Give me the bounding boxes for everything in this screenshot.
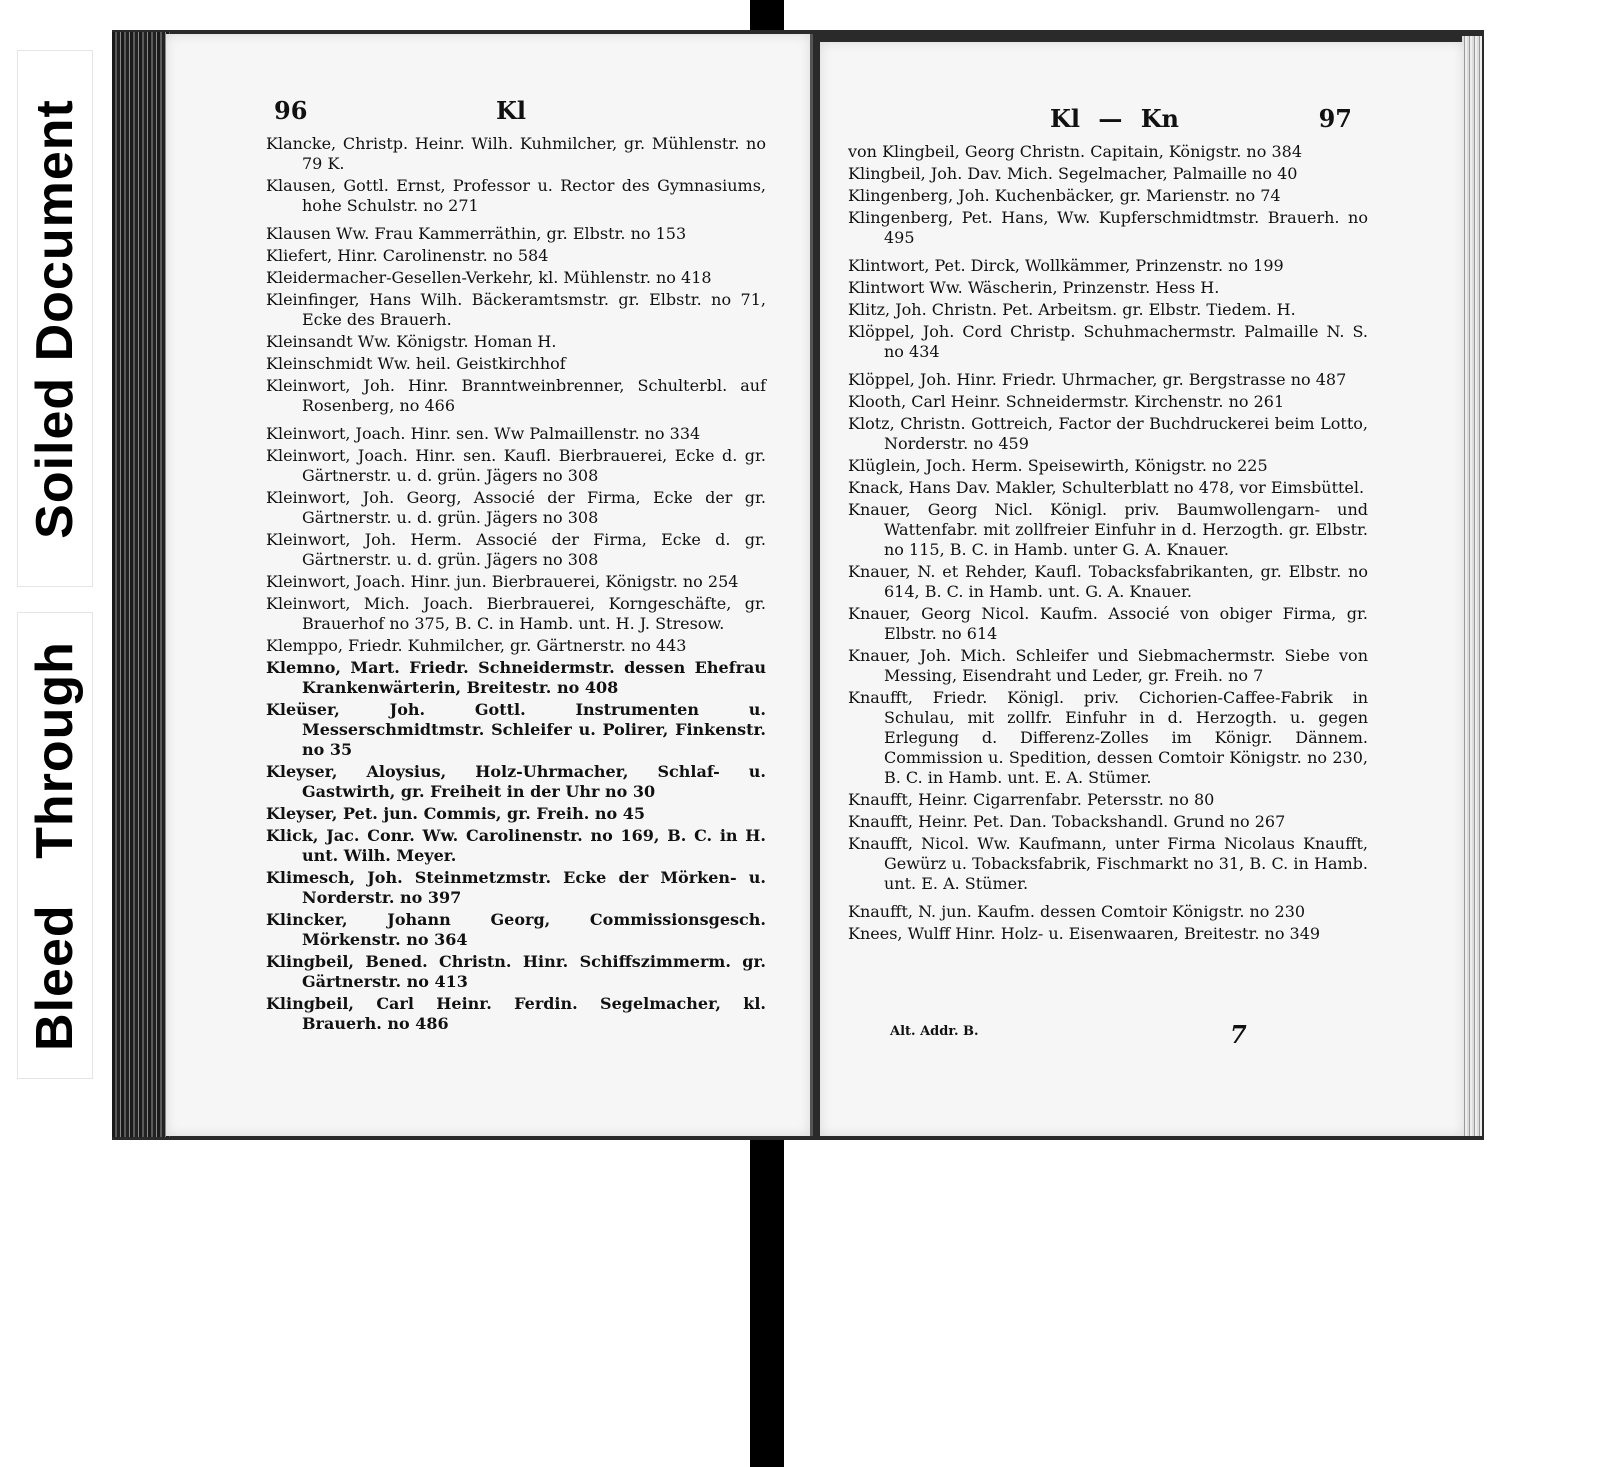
directory-entry: Klimesch, Joh. Steinmetzmstr. Ecke der Mörken- u. Norderstr. no 397: [266, 868, 766, 907]
directory-entry: Kleinwort, Mich. Joach. Bierbrauerei, Korngeschäfte, gr. Brauerhof no 375, B. C. in Hamb. unt. H. J. Stresow.: [266, 594, 766, 633]
directory-entry: Klemppo, Friedr. Kuhmilcher, gr. Gärtnerstr. no 443: [266, 636, 687, 655]
directory-entry: Klingbeil, Bened. Christn. Hinr. Schiffszimmerm. gr. Gärtnerstr. no 413: [266, 952, 766, 991]
directory-entry: Klausen, Gottl. Ernst, Professor u. Rector des Gymnasiums, hohe Schulstr. no 271: [266, 176, 766, 215]
bleed-through-label: Bleed Through: [17, 612, 93, 1079]
directory-entry: Klemno, Mart. Friedr. Schneidermstr. dessen Ehefrau Krankenwärterin, Breitestr. no 408: [266, 658, 766, 697]
signature-mark: Alt. Addr. B.: [890, 1024, 979, 1039]
directory-entry: Knaufft, Heinr. Cigarrenfabr. Petersstr. no 80: [848, 790, 1215, 809]
directory-entry: Klancke, Christp. Heinr. Wilh. Kuhmilcher, gr. Mühlenstr. no 79 K.: [266, 134, 766, 173]
right-page-header: [820, 104, 1464, 140]
directory-entry: Knauer, N. et Rehder, Kaufl. Tobacksfabrikanten, gr. Elbstr. no 614, B. C. in Hamb. unt. G. A. Knauer.: [848, 562, 1368, 601]
directory-entry: Klöppel, Joh. Hinr. Friedr. Uhrmacher, gr. Bergstrasse no 487: [848, 370, 1347, 389]
directory-entry: Kleinwort, Joach. Hinr. sen. Ww Palmaillenstr. no 334: [266, 424, 701, 443]
right-page: [820, 42, 1464, 1136]
directory-entry: Knaufft, Nicol. Ww. Kaufmann, unter Firma Nicolaus Knaufft, Gewürz u. Tobacksfabrik, Fischmarkt no 31, B. C. in Hamb. unt. E. A. Stümer.: [848, 834, 1368, 893]
left-page: [166, 34, 813, 1136]
page-number: 96: [274, 96, 308, 125]
directory-entry: Knauer, Joh. Mich. Schleifer und Siebmachermstr. Siebe von Messing, Eisendraht und Leder, gr. Freih. no 7: [848, 646, 1368, 685]
directory-entry: Kleyser, Pet. jun. Commis, gr. Freih. no 45: [266, 804, 646, 823]
directory-entry: Klingbeil, Carl Heinr. Ferdin. Segelmacher, kl. Brauerh. no 486: [266, 994, 766, 1033]
directory-entry: Klöppel, Joh. Cord Christp. Schuhmachermstr. Palmaille N. S. no 434: [848, 322, 1368, 361]
directory-entry: Knees, Wulff Hinr. Holz- u. Eisenwaaren, Breitestr. no 349: [848, 924, 1321, 943]
directory-entry: Kleyser, Aloysius, Holz-Uhrmacher, Schlaf- u. Gastwirth, gr. Freiheit in der Uhr no 30: [266, 762, 766, 801]
directory-entry: Knauer, Georg Nicl. Königl. priv. Baumwollengarn- und Wattenfabr. mit zollfreier Einfuhr in d. Herzogth. gr. Elbstr. no 115, B. C. in Hamb. unter G. A. Knauer.: [848, 500, 1368, 559]
page-number: 97: [1318, 104, 1352, 133]
entry-list: [266, 134, 766, 1036]
directory-entry: Kleinwort, Joach. Hinr. sen. Kaufl. Bierbrauerei, Ecke d. gr. Gärtnerstr. u. d. grün. Jägers no 308: [266, 446, 766, 485]
directory-entry: Klooth, Carl Heinr. Schneidermstr. Kirchenstr. no 261: [848, 392, 1285, 411]
directory-entry: Klintwort Ww. Wäscherin, Prinzenstr. Hess H.: [848, 278, 1220, 297]
directory-entry: Knaufft, N. jun. Kaufm. dessen Comtoir Königstr. no 230: [848, 902, 1306, 921]
soiled-document-label: Soiled Document: [17, 50, 93, 587]
directory-entry: Knack, Hans Dav. Makler, Schulterblatt no 478, vor Eimsbüttel.: [848, 478, 1365, 497]
page-edges-right: [1462, 36, 1482, 1136]
page-edges-left: [112, 32, 170, 1137]
directory-entry: Klingenberg, Pet. Hans, Ww. Kupferschmidtmstr. Brauerh. no 495: [848, 208, 1368, 247]
directory-entry: Kleidermacher-Gesellen-Verkehr, kl. Mühlenstr. no 418: [266, 268, 712, 287]
header-word: Kl: [496, 96, 526, 125]
directory-entry: Klitz, Joh. Christn. Pet. Arbeitsm. gr. Elbstr. Tiedem. H.: [848, 300, 1296, 319]
entry-list: [848, 142, 1368, 946]
directory-entry: Klingenberg, Joh. Kuchenbäcker, gr. Marienstr. no 74: [848, 186, 1281, 205]
binding-strip-bottom: [750, 1128, 784, 1467]
directory-entry: Knaufft, Friedr. Königl. priv. Cichorien-Caffee-Fabrik in Schulau, mit zollfr. Einfuhr in d. Herzogth. u. gegen Erlegung d. Differenz-Zolles im Königr. Dännem. Commission u. Spedition, dessen Comtoir Königstr. no 230, B. C. in Hamb. unt. E. A. Stümer.: [848, 688, 1368, 787]
directory-entry: von Klingbeil, Georg Christn. Capitain, Königstr. no 384: [848, 142, 1302, 161]
header-word: Kl — Kn: [1050, 104, 1179, 133]
directory-entry: Kleinwort, Joach. Hinr. jun. Bierbrauerei, Königstr. no 254: [266, 572, 739, 591]
directory-entry: Klingbeil, Joh. Dav. Mich. Segelmacher, Palmaille no 40: [848, 164, 1298, 183]
left-page-header: [166, 96, 810, 132]
directory-entry: Kleinwort, Joh. Georg, Associé der Firma, Ecke der gr. Gärtnerstr. u. d. grün. Jägers no 308: [266, 488, 766, 527]
directory-entry: Knauer, Georg Nicol. Kaufm. Associé von obiger Firma, gr. Elbstr. no 614: [848, 604, 1368, 643]
directory-entry: Kleüser, Joh. Gottl. Instrumenten u. Messerschmidtmstr. Schleifer u. Polirer, Finkenstr. no 35: [266, 700, 766, 759]
directory-entry: Klintwort, Pet. Dirck, Wollkämmer, Prinzenstr. no 199: [848, 256, 1284, 275]
directory-entry: Klausen Ww. Frau Kammerräthin, gr. Elbstr. no 153: [266, 224, 687, 243]
directory-entry: Kleinsandt Ww. Königstr. Homan H.: [266, 332, 557, 351]
directory-entry: Klotz, Christn. Gottreich, Factor der Buchdruckerei beim Lotto, Norderstr. no 459: [848, 414, 1368, 453]
directory-entry: Klick, Jac. Conr. Ww. Carolinenstr. no 169, B. C. in H. unt. Wilh. Meyer.: [266, 826, 766, 865]
page-footer: [890, 1020, 1310, 1060]
directory-entry: Knaufft, Heinr. Pet. Dan. Tobackshandl. Grund no 267: [848, 812, 1286, 831]
directory-entry: Kleinfinger, Hans Wilh. Bäckeramtsmstr. gr. Elbstr. no 71, Ecke des Brauerh.: [266, 290, 766, 329]
directory-entry: Klüglein, Joch. Herm. Speisewirth, Königstr. no 225: [848, 456, 1268, 475]
directory-entry: Klincker, Johann Georg, Commissionsgesch. Mörkenstr. no 364: [266, 910, 766, 949]
signature-number: 7: [1230, 1020, 1247, 1049]
directory-entry: Kliefert, Hinr. Carolinenstr. no 584: [266, 246, 549, 265]
directory-entry: Kleinwort, Joh. Herm. Associé der Firma, Ecke d. gr. Gärtnerstr. u. d. grün. Jägers no 308: [266, 530, 766, 569]
directory-entry: Kleinwort, Joh. Hinr. Branntweinbrenner, Schulterbl. auf Rosenberg, no 466: [266, 376, 766, 415]
directory-entry: Kleinschmidt Ww. heil. Geistkirchhof: [266, 354, 566, 373]
